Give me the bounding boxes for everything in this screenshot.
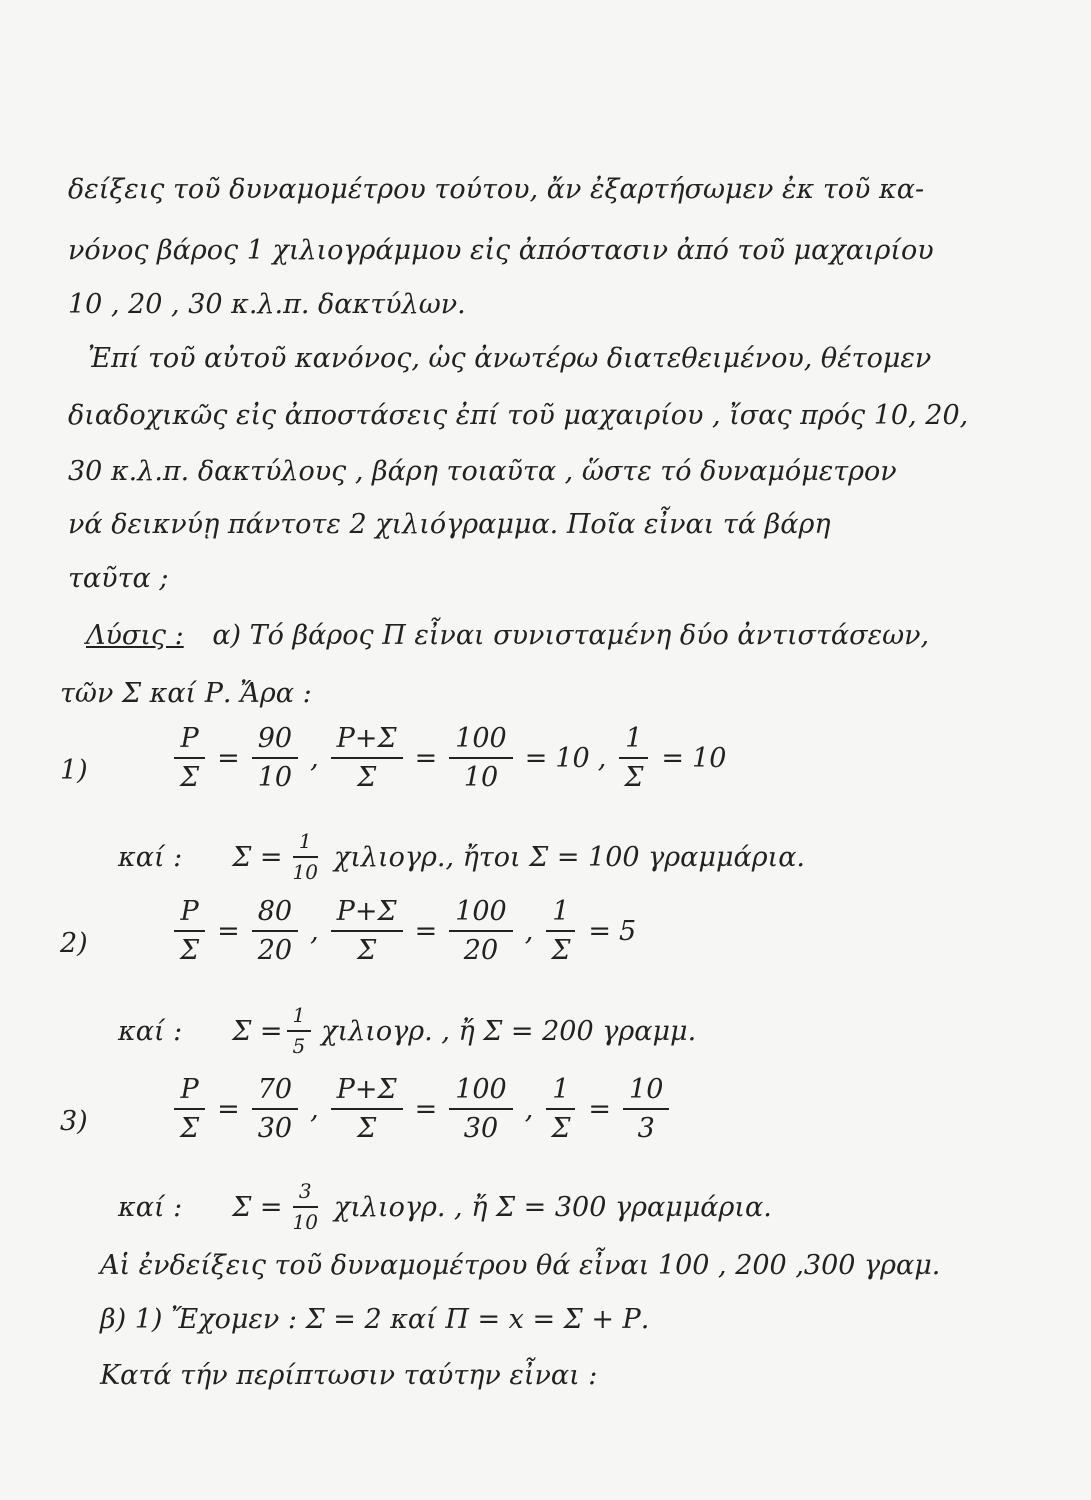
equation-1-label: 1): [60, 755, 88, 786]
fraction-100-over-30: $\frac{100}{30}$: [449, 1074, 513, 1144]
fraction-3-over-10: $\frac{3}{10}$: [292, 1179, 318, 1234]
result-1: καί : Σ = $\frac{1}{10}$ χιλιογρ., ἤτοι Σ = 100 γραμμάρια.: [118, 829, 806, 884]
fraction-70-over-30: $\frac{70}{30}$: [252, 1074, 298, 1144]
fraction-1-over-5: $\frac{1}{5}$: [287, 1004, 312, 1058]
fraction-ps-over-s: $\frac{P+\Sigma}{\Sigma}$: [331, 896, 403, 966]
part-b-line: β) 1) Ἔχομεν : Σ = 2 καί Π = x = Σ + Ρ.: [100, 1304, 650, 1335]
text-line-8: ταῦτα ;: [68, 563, 169, 594]
text-line-6: 30 κ.λ.π. δακτύλους , βάρη τοιαῦτα , ὥστε τό δυναμόμετρον: [68, 456, 897, 487]
value: 10: [555, 742, 590, 774]
result-2: καί : Σ = $\frac{1}{5}$ χιλιογρ. , ἤ Σ = 200 γραμμ.: [118, 1003, 697, 1058]
solution-label: Λύσις :: [86, 620, 184, 651]
closing-line: Κατά τήν περίπτωσιν ταύτην εἶναι :: [100, 1360, 598, 1391]
text-line-5: διαδοχικῶς εἰς ἀποστάσεις ἐπί τοῦ μαχαιρίου , ἴσας πρός 10, 20,: [68, 400, 969, 431]
solution-intro: α) Τό βάρος Π εἶναι συνισταμένη δύο ἀντιστάσεων,: [212, 620, 930, 651]
equation-3-label: 3): [60, 1106, 88, 1137]
text-line-1: δείξεις τοῦ δυναμομέτρου τούτου, ἄν ἐξαρτήσωμεν ἐκ τοῦ κα-: [68, 174, 925, 205]
fraction-100-over-10: $\frac{100}{10}$: [449, 723, 513, 793]
equation-2-label: 2): [60, 928, 88, 959]
scanned-page: δείξεις τοῦ δυναμομέτρου τούτου, ἄν ἐξαρτήσωμεν ἐκ τοῦ κα- νόνος βάρος 1 χιλιογράμμου εἰς ἀπόστασιν ἀπό τοῦ μαχαιρίου 10 , 20 , 30 κ.λ.π. δακτύλων. Ἐπί τοῦ αὐτοῦ κανόνος, ὡς ἀνωτέρω διατεθειμένου, θέτομεν διαδοχικῶς εἰς ἀποστάσεις ἐπί τοῦ μαχαιρίου , ἴσας πρός 10, 20, 30 κ.λ.π. δακτύλους , βάρη τοιαῦτα , ὥστε τό δυναμόμετρον νά δεικνύῃ πάντοτε 2 χιλιόγραμμα. Ποῖα εἶναι τά βάρη ταῦτα ; Λύσις : α) Τό βάρος Π εἶναι συνισταμένη δύο ἀντιστάσεων, τῶν Σ καί Ρ. Ἄρα : 1) $\frac{P}{\Sigma}$ = $\frac{90}{10}$ , $\frac{P+\Sigma}{\Sigma}$ = $\frac{100}{10}$ = 10 , $\frac{1}{\Sigma}$ = 10 καί : Σ = $\frac{1}{10}$ χιλιογρ., ἤτοι Σ = 100 γραμμάρια. 2) $\frac{P}{\Sigma}$ = $\frac{80}{20}$ , $\frac{P+\Sigma}{\Sigma}$ = $\frac{100}{20}$ , $\frac{1}{\Sigma}$ = 5 καί : Σ = $\frac{1}{5}$ χιλιογρ. , ἤ Σ = 200 γραμμ. 3) $\frac{P}{\Sigma}$ = $\frac{70}{30}$ , $\frac{P+\Sigma}{\Sigma}$ = $\frac{100}{30}$ , $\frac{1}{\Sigma}$ = $\frac{10}{3}$ καί : Σ = $\frac{3}{10}$ χιλιογρ. , ἤ Σ = 300 γραμμάρια. Αἱ ἐνδείξεις τοῦ δυναμομέτρου θά εἶναι 100 , 200 ,300 γραμ. β) 1) Ἔχομεν : Σ = 2 καί Π = x = Σ + Ρ. Κατά τήν περίπτωσιν ταύτην εἶναι :: [60, 174, 969, 1391]
indications-line: Αἱ ἐνδείξεις τοῦ δυναμομέτρου θά εἶναι 100 , 200 ,300 γραμ.: [100, 1250, 941, 1281]
text-line-10: τῶν Σ καί Ρ. Ἄρα :: [60, 678, 312, 709]
fraction-80-over-20: $\frac{80}{20}$: [252, 896, 298, 966]
solution-line: [86, 622, 929, 649]
text-line-3: 10 , 20 , 30 κ.λ.π. δακτύλων.: [68, 289, 466, 320]
text-line-2: νόνος βάρος 1 χιλιογράμμου εἰς ἀπόστασιν ἀπό τοῦ μαχαιρίου: [68, 235, 934, 266]
fraction-p-over-s: $\frac{P}{\Sigma}$: [174, 1074, 205, 1144]
value: 10: [692, 742, 727, 774]
fraction-10-over-3: $\frac{10}{3}$: [623, 1074, 669, 1144]
fraction-1-over-s: $\frac{1}{\Sigma}$: [545, 1074, 576, 1144]
fraction-100-over-20: $\frac{100}{20}$: [449, 896, 513, 966]
fraction-p-over-s: $\frac{P}{\Sigma}$: [174, 896, 205, 966]
result-3: καί : Σ = $\frac{3}{10}$ χιλιογρ. , ἤ Σ = 300 γραμμάρια.: [118, 1179, 772, 1234]
fraction-1-over-10: $\frac{1}{10}$: [292, 829, 318, 884]
fraction-1-over-s: $\frac{1}{\Sigma}$: [545, 896, 576, 966]
fraction-1-over-s: $\frac{1}{\Sigma}$: [618, 723, 649, 793]
fraction-ps-over-s: $\frac{P+\Sigma}{\Sigma}$: [331, 723, 403, 793]
text-line-4: Ἐπί τοῦ αὐτοῦ κανόνος, ὡς ἀνωτέρω διατεθειμένου, θέτομεν: [88, 343, 932, 374]
value: 5: [619, 915, 637, 947]
text-line-7: νά δεικνύῃ πάντοτε 2 χιλιόγραμμα. Ποῖα εἶναι τά βάρη: [68, 509, 831, 540]
fraction-p-over-s: $\frac{P}{\Sigma}$: [174, 723, 205, 793]
fraction-ps-over-s: $\frac{P+\Sigma}{\Sigma}$: [331, 1074, 403, 1144]
fraction-90-over-10: $\frac{90}{10}$: [252, 723, 298, 793]
